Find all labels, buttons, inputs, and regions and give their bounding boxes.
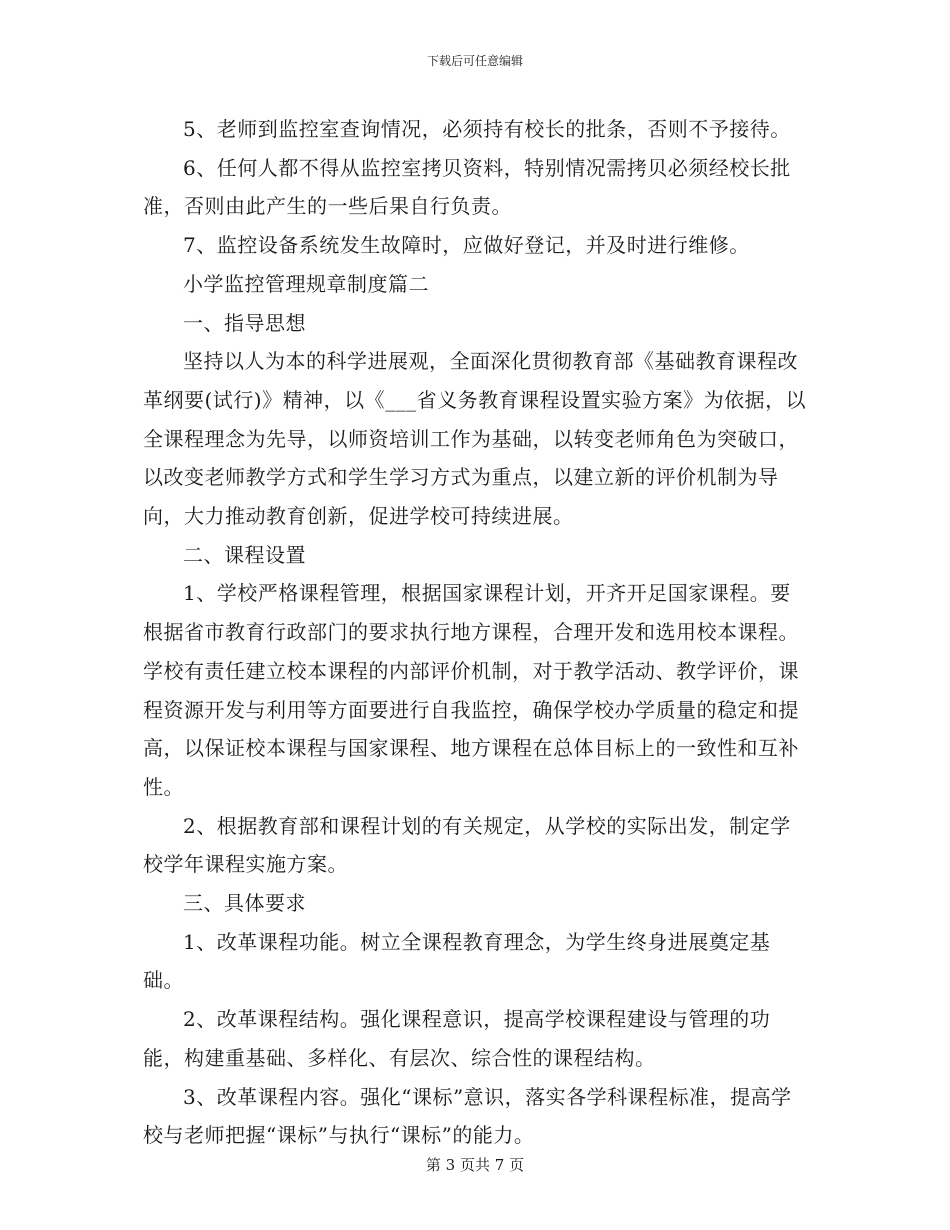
paragraph-item-6: 6、任何人都不得从监控室拷贝资料，特别情况需拷贝必须经校长批准，否则由此产生的一些后果自行负责。 <box>143 155 791 219</box>
paragraph-item-7: 7、监控设备系统发生故障时，应做好登记，并及时进行维修。 <box>183 233 750 258</box>
paragraph-curriculum-1: 1、学校严格课程管理，根据国家课程计划，开齐开足国家课程。要根据省市教育行政部门的要求执行地方课程，合理开发和选用校本课程。学校有责任建立校本课程的内部评价机制，对于教学活动、教学评价，课程资源开发与利用等方面要进行自我监控，确保学校办学质量的稳定和提高，以保证校本课程与国家课程、地方课程在总体目标上的一致性和互补性。 <box>143 581 799 799</box>
page-header: 下载后可任意编辑 <box>426 54 523 68</box>
paragraph-requirement-3: 3、改革课程内容。强化“课标”意识，落实各学科课程标准，提高学校与老师把握“课标”与执行“课标”的能力。 <box>143 1084 792 1148</box>
paragraph-requirement-1: 1、改革课程功能。树立全课程教育理念，为学生终身进展奠定基础。 <box>143 929 771 993</box>
page-number: 第 3 页共 7 页 <box>425 1156 525 1174</box>
heading-curriculum-setting: 二、课程设置 <box>183 542 306 567</box>
heading-guiding-thought: 一、指导思想 <box>183 310 306 335</box>
paragraph-curriculum-2: 2、根据教育部和课程计划的有关规定，从学校的实际出发，制定学校学年课程实施方案。 <box>143 813 791 877</box>
paragraph-item-5: 5、老师到监控室查询情况，必须持有校长的批条，否则不予接待。 <box>183 117 791 141</box>
paragraph-guiding-thought: 坚持以人为本的科学进展观，全面深化贯彻教育部《基础教育课程改革纲要(试行)》精神，以《___省义务教育课程设置实验方案》为依据，以全课程理念为先导，以师资培训工作为基础，以转变老师角色为突破口，以改变老师教学方式和学生学习方式为重点，以建立新的评价机制为导向，大力推动教育创新，促进学校可持续进展。 <box>143 349 807 529</box>
document-body <box>143 110 811 1155</box>
heading-specific-requirements: 三、具体要求 <box>183 891 306 916</box>
paragraph-requirement-2: 2、改革课程结构。强化课程意识，提高学校课程建设与管理的功能，构建重基础、多样化、有层次、综合性的课程结构。 <box>143 1007 771 1070</box>
section-title: 小学监控管理规章制度篇二 <box>183 271 429 296</box>
